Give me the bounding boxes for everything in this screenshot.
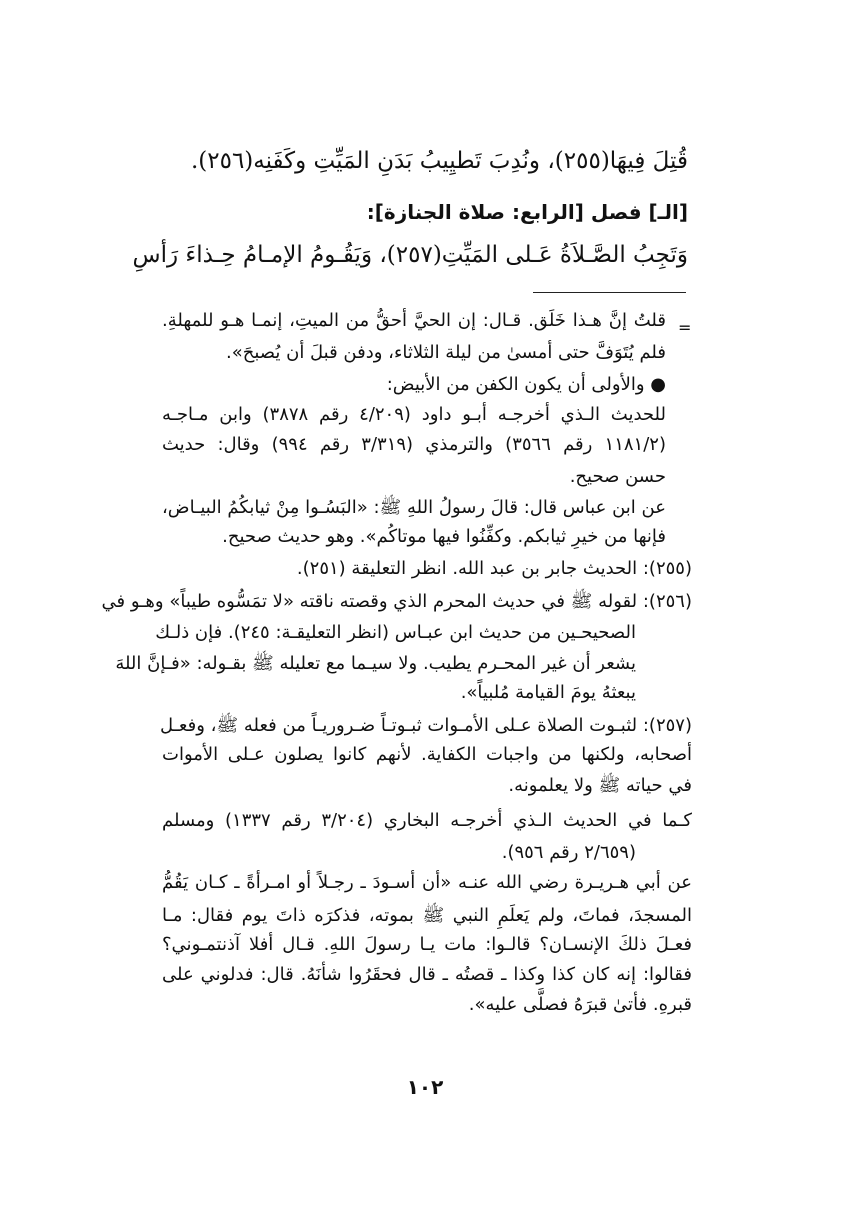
footnote-line: فقالوا: إنه كان كذا وكذا ـ قصتُه ـ قال فحقَرُوا شأنَهُ. قال: فدلوني على [162, 964, 692, 985]
continuation-marker: = [678, 318, 692, 337]
footnote-line: فعـلَ ذلكَ الإنسـان؟ قالـوا: مات يـا رسولَ اللهِ. قـال أفلا آذنتمـوني؟ [162, 934, 692, 955]
footnote-line: للحديث الـذي أخرجـه أبـو داود (٤/٢٠٩ رقم ٣٨٧٨) وابن مـاجـه [162, 404, 666, 425]
main-text-line-3: وَتَجِبُ الصَّـلاَةُ عَـلى المَيِّتِ(٢٥٧)، وَيَقُـومُ الإمـامُ حِـذاءَ رَأسِ [132, 242, 688, 268]
footnote-line: قلتُ إنَّ هـذا خَلَق. قـال: إن الحيَّ أحقُّ من الميتِ، إنمـا هـو للمهلةِ. [162, 310, 666, 331]
footnote-line: المسجدَ، فماتَ، ولم يَعلَمِ النبي ﷺ بموته، فذكرَه ذاتَ يوم فقال: مـا [162, 905, 692, 926]
footnote-line: أصحابه، ولكنها من واجبات الكفاية. لأنهم كانوا يصلون عـلى الأموات [162, 744, 692, 765]
main-text-line-1: قُتِلَ فِيهَا(٢٥٥)، ونُدِبَ تَطيِيبُ بَدَنِ المَيِّتِ وكَفَنِه(٢٥٦). [190, 148, 688, 174]
page-number: ١٠٢ [406, 1075, 444, 1099]
footnote-line: عن ابن عباس قال: قالَ رسولُ اللهِ ﷺ: «البَسُـوا مِنْ ثيابكُمُ البيـاض، [162, 497, 666, 518]
footnote-line: حسن صحيح. [569, 466, 666, 487]
footnote-line: (٢٥٦): لقوله ﷺ في حديث المحرم الذي وقصته ناقته «لا تمَسُّوه طيباً» وهـو في [101, 591, 692, 612]
footnote-line: (٢٥٧): لثبـوت الصلاة عـلى الأمـوات ثبـوتـاً ضـروريـاً من فعله ﷺ، وفعـل [160, 715, 692, 736]
footnote-line: فإنها من خيرِ ثيابكم. وكفِّنُوا فيها موتاكُم». وهو حديث صحيح. [222, 526, 666, 547]
footnote-line: ● والأولى أن يكون الكفن من الأبيض: [386, 374, 666, 395]
footnote-line: يبعثهُ يومَ القيامة مُلبياً». [460, 682, 636, 703]
footnote-line: عن أبي هـريـرة رضي الله عنـه «أن أسـودَ ـ رجـلاً أو امـرأةً ـ كـان يَقُمُّ [162, 872, 692, 893]
footnote-line: كـما في الحديث الـذي أخرجـه البخاري (٣/٢٠٤ رقم ١٣٣٧) ومسلم [162, 810, 692, 831]
footnote-line: يشعر أن غير المحـرم يطيب. ولا سيـما مع تعليله ﷺ بقـوله: «فـإنَّ اللهَ [115, 653, 636, 674]
footnote-line: قبرهِ. فأتىٰ قبرَهُ فصلَّى عليه». [468, 994, 692, 1015]
footnote-line: في حياته ﷺ ولا يعلمونه. [508, 775, 692, 796]
footnote-separator [533, 292, 686, 293]
section-heading: [الـ] فصل [الرابع: صلاة الجنازة]: [366, 200, 688, 224]
footnote-line: (١١٨١/٢ رقم ٣٥٦٦) والترمذي (٣/٣١٩ رقم ٩٩٤) وقال: حديث [162, 434, 666, 455]
footnote-line: الصحيحـين من حديث ابن عبـاس (انظر التعليقـة: ٢٤٥). فإن ذلـك [155, 622, 636, 643]
footnote-line: فلم يُتَوَفَّ حتى أمسىٰ من ليلة الثلاثاء، ودفن قبلَ أن يُصبحَ». [225, 342, 666, 363]
footnote-line: (٢٥٥): الحديث جابر بن عبد الله. انظر التعليقة (٢٥١). [296, 558, 692, 579]
footnote-line: (٢/٦٥٩ رقم ٩٥٦). [501, 842, 636, 863]
